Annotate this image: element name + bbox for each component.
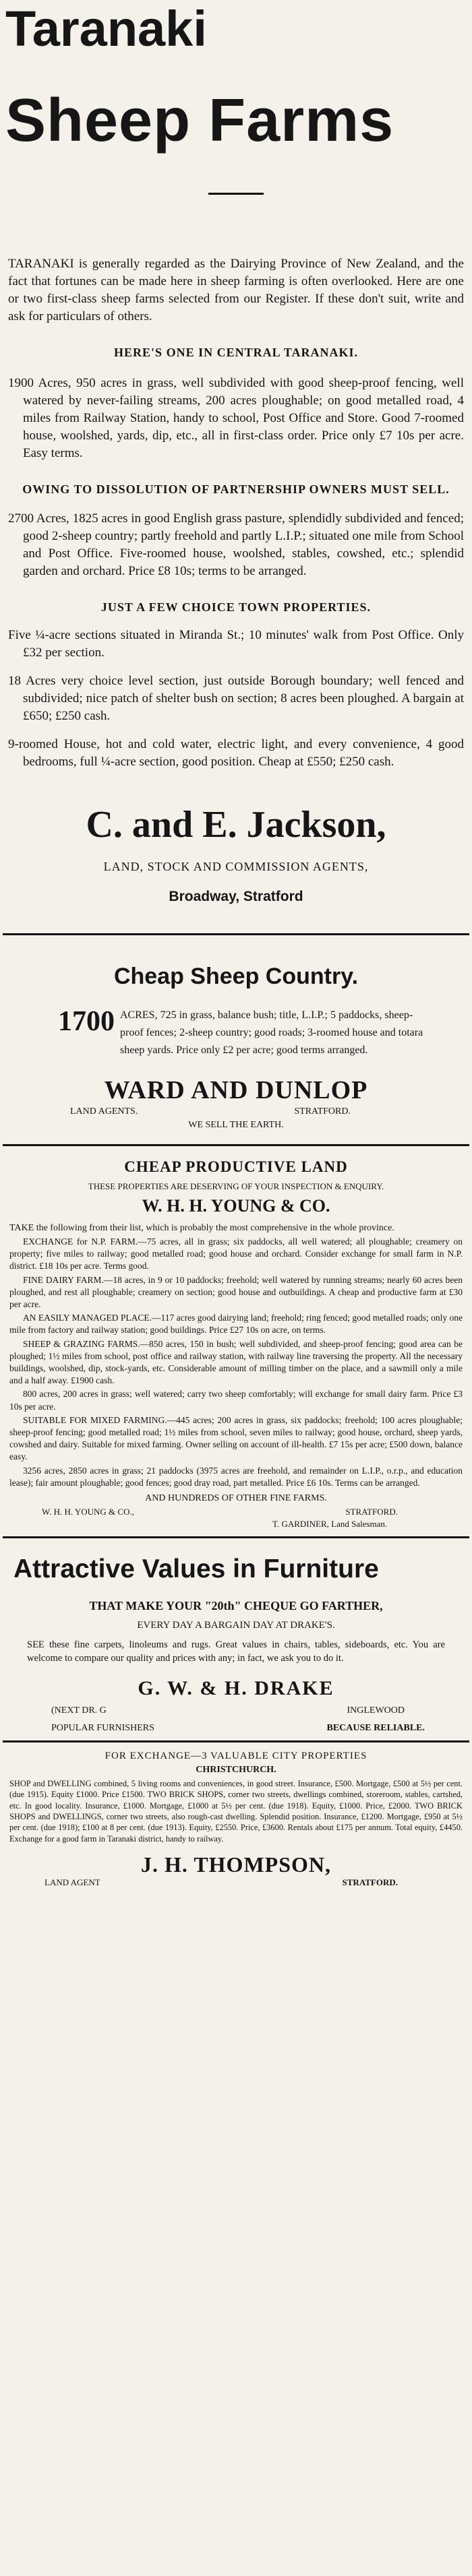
ad-tagline: THAT MAKE YOUR "20th" CHEQUE GO FARTHER, — [89, 1599, 383, 1613]
ad-body-block — [58, 1007, 432, 1059]
list-item: SUITABLE FOR MIXED FARMING.—445 acres; 200 acres in grass, six paddocks; freehold; 100 acres ploughable; sheep-proof fencing; good metalled road; 1½ miles from school, seven miles to railway; good house, orchard, sheep yards, cowshed and dairy. Suitable for mixed farming. Owner selling on account of ill-health. £7 15s per acre; £500 down, balance easy. — [9, 1414, 463, 1462]
firm-slogan: BECAUSE RELIABLE. — [326, 1723, 425, 1734]
drake-furniture-ad — [0, 1538, 472, 1734]
ad-subtitle: THESE PROPERTIES ARE DESERVING OF YOUR INSPECTION & ENQUIRY. — [88, 1181, 384, 1191]
listing-2700-acres: 2700 Acres, 1825 acres in good English grass pasture, splendidly subdivided and fenced; good 2-sheep country; partly freehold and partly L.I.P.; situated one mile from School and Post Office. Five-roomed house, woolshed, stables, cowshed, etc.; splendid garden and orchard. Price £8 10s; terms to be arranged. — [8, 511, 464, 578]
heading-town-properties: JUST A FEW CHOICE TOWN PROPERTIES. — [100, 600, 372, 614]
firm-role: POPULAR FURNISHERS — [51, 1723, 154, 1734]
agent-role: LAND AGENT — [45, 1877, 100, 1887]
agent-name: C. and E. Jackson, — [86, 804, 386, 846]
firm-footer-name: W. H. H. YOUNG & CO., — [42, 1507, 134, 1517]
list-item: 3256 acres, 2850 acres in grass; 21 paddocks (3975 acres are freehold, and remainder on L.I.P., o.r.p., and education lease); fair amount ploughable; good fences; good dray road, part metalled. Price £6 10s. Terms can be arranged. — [9, 1465, 463, 1488]
list-item: SHEEP & GRAZING FARMS.—850 acres, 150 in bush; well subdivided, and sheep-proof fencing; good area can be ploughed; 1½ miles from school, post office and railway station, with railway line traversing the property. All the necessary buildings, woolshed, dip, stock-yards, etc. Considerable amount of milling timber on the place, and a sawmill only a mile and a half away. £1900 cash. — [9, 1338, 463, 1386]
agent-subline — [70, 1106, 351, 1117]
list-item: 800 acres, 200 acres in grass; well watered; carry two sheep comfortably; will exchange for small dairy farm. Price £3 10s per acre. — [9, 1389, 463, 1412]
firm-subline-1 — [51, 1705, 405, 1716]
ad-footer: AND HUNDREDS OF OTHER FINE FARMS. — [145, 1493, 327, 1504]
listing-18-acres: 18 Acres very choice level section, just outside Borough boundary; well fenced and subdivided; nice patch of shelter bush on section; 8 acres been ploughed. A bargain at £650; £250 cash. — [8, 674, 464, 723]
agent-town: STRATFORD. — [342, 1877, 398, 1887]
heading-central-taranaki: HERE'S ONE IN CENTRAL TARANAKI. — [114, 346, 358, 359]
agent-subline — [45, 1877, 398, 1888]
list-item: EXCHANGE for N.P. FARM.—75 acres, all in grass; six paddocks, all well watered; all ploughable; creamery on property; five miles to railway; good metalled road; good house and orchard. Consider exchange for small farm in N.P. district. £18 10s per acre. Terms good. — [9, 1236, 463, 1271]
listing-five-sections: Five ¼-acre sections situated in Miranda St.; 10 minutes' walk from Post Office. Only £32 per section. — [8, 628, 464, 660]
heading-partnership: OWING TO DISSOLUTION OF PARTNERSHIP OWNERS MUST SELL. — [22, 482, 450, 496]
list-item: FINE DAIRY FARM.—18 acres, in 9 or 10 paddocks; freehold; well watered by running streams; nearly 60 acres been ploughed, and rest all ploughable; creamery on section; good house and outbuildings. A cheap and productive farm at £30 per acre. — [9, 1274, 463, 1310]
list-item: AN EASILY MANAGED PLACE.—117 acres good dairying land; freehold; ring fenced; good metalled roads; only one mile from factory and railway station; good buildings. Price £27 10s on acre, on terms. — [9, 1313, 463, 1336]
ad-title-line2: Sheep Farms — [5, 87, 394, 154]
listing-1900-acres: 1900 Acres, 950 acres in grass, well subdivided with good sheep-proof fencing, well watered by never-failing streams, 200 acres ploughable; on good metalled road, 4 miles from Railway Station, handy to school, Post Office and Store. Good 7-roomed house, woolshed, yards, dip, etc., all in first-class order. Price only £7 10s per acre. Easy terms. — [8, 376, 464, 460]
firm-footer-town: STRATFORD. — [345, 1507, 398, 1517]
ad-city: CHRISTCHURCH. — [196, 1765, 276, 1776]
cheap-sheep-country-ad — [0, 935, 472, 1131]
agent-town: STRATFORD. — [294, 1106, 351, 1117]
agent-role: LAND AGENTS. — [70, 1106, 138, 1117]
taranaki-sheep-farms-ad — [0, 0, 472, 905]
firm-location-note: (NEXT DR. G — [51, 1705, 107, 1716]
salesman-name: T. GARDINER, Land Salesman. — [272, 1519, 388, 1530]
ad-title: CHEAP PRODUCTIVE LAND — [124, 1158, 348, 1175]
agent-name: J. H. THOMPSON, — [141, 1852, 331, 1877]
ad-headline: FOR EXCHANGE—3 VALUABLE CITY PROPERTIES — [105, 1751, 367, 1762]
listing-list — [9, 1236, 463, 1489]
firm-name: G. W. & H. DRAKE — [138, 1677, 334, 1700]
listing-9-roomed-house: 9-roomed House, hot and cold water, electric light, and every convenience, 4 good bedrooms, full ¼-acre section, good position. Cheap at £550; £250 cash. — [8, 737, 464, 769]
ad-subtagline: EVERY DAY A BARGAIN DAY AT DRAKE'S. — [137, 1620, 335, 1631]
cheap-productive-land-ad — [0, 1146, 472, 1530]
divider — [208, 193, 264, 195]
intro-text: TARANAKI is generally regarded as the Dairying Province of New Zealand, and the fact that fortunes can be made here in sheep farming is often overlooked. Here are one or two first-class sheep farms selected from our Register. If these don't suit, write and ask for particulars of others. — [8, 257, 464, 323]
intro-text: TAKE the following from their list, which is probably the most comprehensive in the whole province. — [9, 1223, 394, 1233]
firm-town: INGLEWOOD — [347, 1705, 405, 1716]
ad-title: Attractive Values in Furniture — [13, 1554, 379, 1584]
agent-address: Broadway, Stratford — [169, 889, 303, 904]
christchurch-exchange-ad — [0, 1742, 472, 1888]
firm-subline-2 — [51, 1723, 425, 1734]
ad-title: Cheap Sheep Country. — [113, 964, 359, 989]
ad-body: SEE these fine carpets, linoleums and rugs. Great values in chairs, tables, sideboards, etc. You are welcome to compare our quality and prices with any; in fact, we ask you to do it. — [27, 1639, 445, 1664]
agent-name: WARD AND DUNLOP — [104, 1076, 368, 1104]
firm-footer — [42, 1507, 398, 1517]
ad-title-line1: Taranaki — [5, 1, 207, 57]
agent-description: LAND, STOCK AND COMMISSION AGENTS, — [103, 860, 369, 873]
ad-body: SHOP and DWELLING combined, 5 living rooms and conveniences, in good street. Insurance, £500. Mortgage, £500 at 5½ per cent. (due 1915). Equity £1000. Price £1500. TWO BRICK SHOPS, corner two streets, dwellings combined, storeroom, stables, cartshed, etc. In good locality. Insurance, £1000. Mortgage, £1000 at 5½ per cent. (due 1918). Equity, £1000. Price, £2000. TWO BRICK SHOPS and DWELLINGS, corner two streets, also rough-cast dwelling. Splendid position. Insurance, £1200. Mortgage, £950 at 5½ per cent. (due 1918); £100 at 8 per cent. (due 1913). Equity, £2550. Price, £3600. Rentals about £175 per annum. Total equity, £4450. Exchange for a good farm in Taranaki district, handy to railway. — [9, 1779, 463, 1844]
firm-name: W. H. H. YOUNG & CO. — [142, 1196, 330, 1216]
acres-figure: 1700 — [58, 1006, 115, 1037]
ad-body: ACRES, 725 in grass, balance bush; title, L.I.P.; 5 paddocks, sheep-proof fences; 2-sheep country; good roads; 3-roomed house and totara sheep yards. Price only £2 per acre; good terms arranged. — [120, 1009, 423, 1056]
agent-slogan: WE SELL THE EARTH. — [188, 1120, 284, 1130]
